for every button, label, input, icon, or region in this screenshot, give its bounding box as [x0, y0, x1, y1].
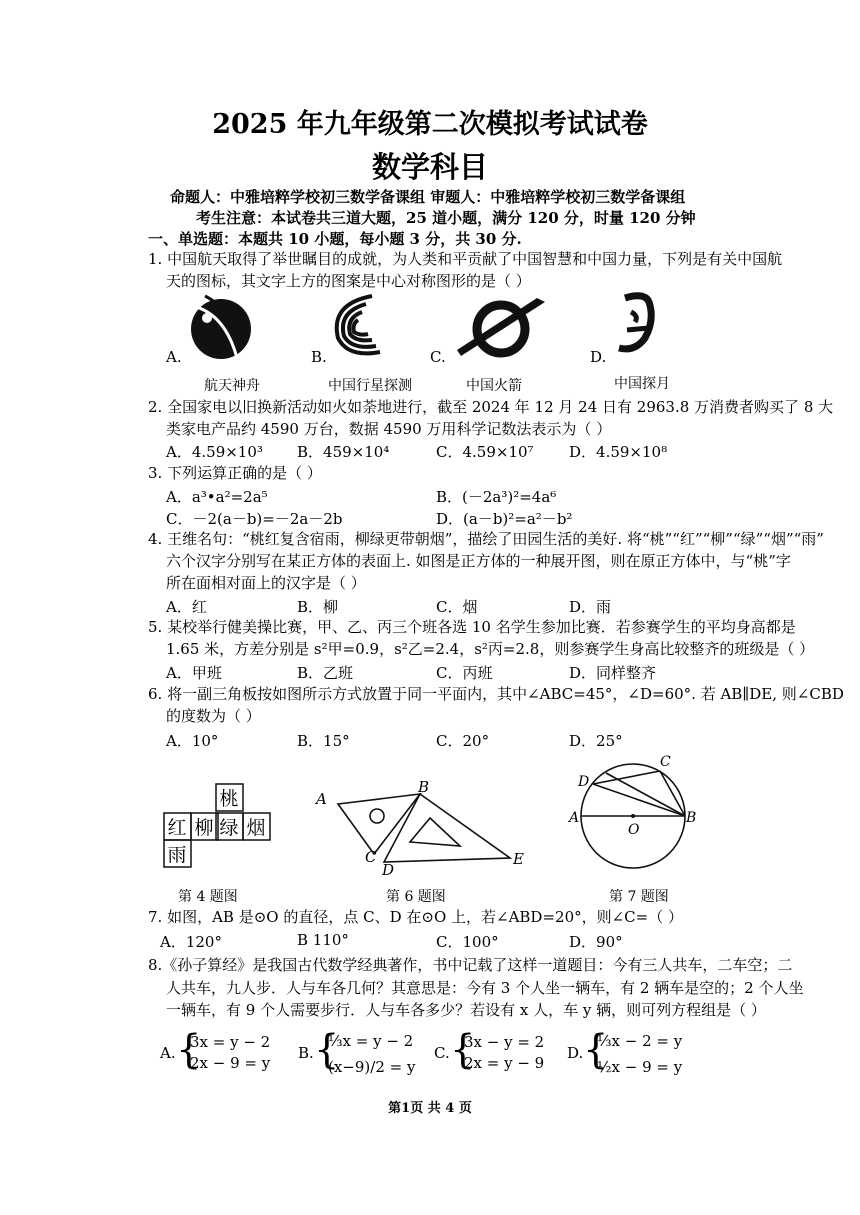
q8-option-b-brace: {	[314, 1027, 340, 1073]
q2-option-c: C．4.59×10⁷	[436, 443, 534, 461]
fig7-label-c: C	[660, 754, 671, 770]
fig6-label-c: C	[365, 848, 377, 866]
net-char-hong: 红	[167, 817, 187, 839]
q7-option-b: B 110°	[297, 931, 349, 949]
q8-option-c-brace: {	[450, 1027, 476, 1073]
q8-option-d-brace: {	[583, 1027, 609, 1073]
q8-option-c-eq2: 2x = y − 9	[464, 1054, 545, 1072]
q1-option-a: A.	[166, 348, 182, 366]
q2-line2: 类家电产品约 4590 万台，数据 4590 万用科学记数法表示为（ ）	[166, 420, 612, 438]
fig7-label-d: D	[578, 774, 590, 790]
q1-caption-a: 航天神舟	[204, 378, 260, 394]
q2-option-a: A．4.59×10³	[166, 443, 263, 461]
q4-option-d: D．雨	[569, 598, 612, 616]
q8-option-b-eq2: (x−9)/2 = y	[328, 1058, 416, 1076]
q3-option-b: B．(－2a³)²=4a⁶	[436, 488, 557, 506]
q2-line1: 2. 全国家电以旧换新活动如火如荼地进行，截至 2024 年 12 月 24 日有 2963.8 万消费者购买了 8 大	[148, 398, 834, 416]
q4-option-b: B．柳	[297, 598, 339, 616]
q8-option-c-eq1: 3x − y = 2	[464, 1033, 545, 1051]
net-char-yan: 烟	[246, 817, 266, 839]
fig4-caption: 第 4 题图	[178, 889, 238, 905]
q3-option-a: A．a³•a²=2a⁵	[166, 488, 268, 506]
lunar-exploration-logo	[615, 290, 665, 360]
q4-line2: 六个汉字分别写在某正方体的表面上. 如图是正方体的一种展开图，则在原正方体中，与“桃”字	[166, 552, 791, 570]
q7-option-c: C．100°	[436, 933, 499, 951]
q5-line2: 1.65 米，方差分别是 s²甲=0.9，s²乙=2.4，s²丙=2.8，则参赛学生身高比较整齐的班级是（ ）	[166, 640, 815, 658]
fig7-label-a: A	[569, 810, 580, 826]
net-char-yu: 雨	[167, 844, 187, 866]
fig6-caption: 第 6 题图	[386, 889, 446, 905]
q1-option-d: D.	[590, 348, 607, 366]
q1-line1: 1. 中国航天取得了举世瞩目的成就，为人类和平贡献了中国智慧和中国力量，下列是有关中国航	[148, 250, 783, 268]
q6-line1: 6. 将一副三角板按如图所示方式放置于同一平面内，其中∠ABC=45°，∠D=60°. 若 AB∥DE, 则∠CBD	[148, 685, 844, 703]
q7-line1: 7. 如图，AB 是⊙O 的直径，点 C、D 在⊙O 上，若∠ABD=20°，则∠C=（ ）	[148, 908, 683, 926]
q1-line2: 天的图标，其文字上方的图案是中心对称图形的是（ ）	[166, 272, 531, 290]
q8-line3: 一辆车，有 9 个人需要步行．人与车各多少？若设有 x 人，车 y 辆，则可列方程组是（ ）	[166, 1001, 766, 1019]
fig6-label-e: E	[513, 850, 524, 868]
q1-option-c: C.	[430, 348, 446, 366]
net-char-lv: 绿	[219, 817, 239, 839]
authors-line: 命题人：中雅培粹学校初三数学备课组 审题人：中雅培粹学校初三数学备课组	[170, 188, 686, 206]
q4-line3: 所在面相对面上的汉字是（ ）	[166, 574, 366, 592]
fig6-label-b: B	[418, 778, 430, 796]
fig7-label-b: B	[686, 810, 697, 826]
q3-line1: 3. 下列运算正确的是（ ）	[148, 464, 322, 482]
q8-option-a-eq1: 3x = y − 2	[190, 1033, 271, 1051]
q8-option-d-letter: D.	[567, 1044, 584, 1062]
q8-option-b-eq1: ⅓x = y − 2	[328, 1032, 414, 1050]
q8-line2: 人共车，九人步．人与车各几何？其意思是：今有 3 个人坐一辆车，有 2 辆车是空的；2 个人坐	[166, 979, 804, 997]
q3-option-c: C．－2(a－b)=－2a－2b	[166, 510, 343, 528]
q2-option-b: B．459×10⁴	[297, 443, 390, 461]
net-char-liu: 柳	[194, 817, 214, 839]
q6-option-c: C．20°	[436, 732, 490, 750]
circle-figure	[568, 750, 703, 875]
q7-option-a: A．120°	[160, 933, 222, 951]
q4-option-c: C．烟	[436, 598, 478, 616]
q6-line2: 的度数为（ ）	[166, 707, 261, 725]
q8-option-d-eq2: ½x − 9 = y	[597, 1058, 683, 1076]
q1-option-b: B.	[311, 348, 327, 366]
q2-option-d: D．4.59×10⁸	[569, 443, 668, 461]
section-heading: 一、单选题：本题共 10 小题，每小题 3 分，共 30 分.	[148, 230, 522, 248]
q7-option-d: D．90°	[569, 933, 623, 951]
q8-option-b-letter: B.	[298, 1044, 314, 1062]
subject-title: 数学科目	[371, 150, 488, 184]
fig7-label-o: O	[628, 822, 640, 838]
q8-line1: 8.《孙子算经》是我国古代数学经典著作，书中记载了这样一道题目：今有三人共车，二车空；二	[148, 956, 793, 974]
q8-option-a-letter: A.	[160, 1044, 176, 1062]
fig6-label-a: A	[316, 790, 327, 808]
china-rocket-logo	[457, 296, 549, 360]
q4-option-a: A．红	[166, 598, 207, 616]
q3-option-d: D．(a－b)²=a²－b²	[436, 510, 573, 528]
cube-net-figure	[162, 782, 272, 872]
exam-title: 2025 年九年级第二次模拟考试试卷	[212, 109, 648, 140]
q8-option-d-eq1: ⅓x − 2 = y	[597, 1032, 683, 1050]
q6-option-b: B．15°	[297, 732, 350, 750]
q6-option-d: D．25°	[569, 732, 623, 750]
triangle-boards-figure	[310, 776, 530, 881]
q5-option-d: D．同样整齐	[569, 664, 657, 682]
q5-line1: 5. 某校举行健美操比赛，甲、乙、丙三个班各选 10 名学生参加比赛．若参赛学生的平均身高都是	[148, 618, 796, 636]
q6-option-a: A．10°	[166, 732, 219, 750]
q4-line1: 4. 王维名句：“桃红复含宿雨，柳绿更带朝烟”，描绘了田园生活的美好. 将“桃”“红”“柳”“绿”“烟”“雨”	[148, 530, 824, 548]
q5-option-c: C．丙班	[436, 664, 493, 682]
page-footer: 第1页 共 4 页	[388, 1101, 472, 1116]
fig7-caption: 第 7 题图	[609, 889, 669, 905]
q8-option-a-eq2: 2x − 9 = y	[190, 1054, 271, 1072]
q5-option-a: A．甲班	[166, 664, 222, 682]
q8-option-a-brace: {	[176, 1027, 202, 1073]
notice-line: 考生注意：本试卷共三道大题，25 道小题，满分 120 分，时量 120 分钟	[196, 209, 696, 227]
q5-option-b: B．乙班	[297, 664, 354, 682]
q8-option-c-letter: C.	[434, 1044, 450, 1062]
net-char-tao: 桃	[219, 788, 239, 810]
planetary-exploration-logo	[320, 290, 390, 362]
shenzhou-logo	[185, 292, 257, 362]
fig6-label-d: D	[382, 861, 395, 879]
q1-caption-d: 中国探月	[614, 376, 670, 392]
q1-caption-b: 中国行星探测	[328, 378, 412, 394]
q1-caption-c: 中国火箭	[466, 378, 522, 394]
